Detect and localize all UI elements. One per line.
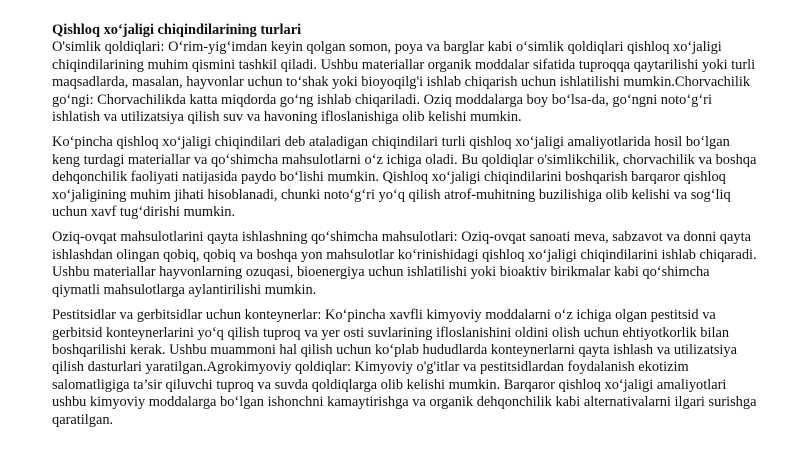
document-body	[52, 22, 760, 437]
document-title: Qishloq xo‘jaligi chiqindilarining turlari	[52, 22, 302, 38]
paragraph-food-processing-byproducts: Oziq-ovqat mahsulotlarini qayta ishlashning qo‘shimcha mahsulotlari: Oziq-ovqat sanoati meva, sabzavot va donni qayta ishlashdan olingan qobiq, qobiq va boshqa yon mahsulotlar ko‘rinishidagi qishloq xo‘jaligi chiqindilarini ishlab chiqaradi. Ushbu materiallar hayvonlarning ozuqasi, bioenergiya uchun ishlatilishi yoki bioaktiv birikmalar kabi qo‘shimcha qiymatli mahsulotlarga aylantirilishi mumkin.	[52, 229, 757, 298]
paragraph-agricultural-waste-overview: Ko‘pincha qishloq xo‘jaligi chiqindilari deb ataladigan chiqindilari turli qishloq xo‘jaligi amaliyotlarida hosil bo‘lgan keng turdagi materiallar va qo‘shimcha mahsulotlarni o‘z ichiga oladi. Bu qoldiqlar o'simlikchilik, chorvachilik va boshqa dehqonchilik faoliyati natijasida paydo bo‘lishi mumkin. Qishloq xo‘jaligi chiqindilarini boshqarish barqaror qishloq xo‘jaligining muhim jihati hisoblanadi, chunki noto‘g‘ri yo‘q qilish atrof-muhitning buzilishiga olib kelishi va sog‘liq uchun xavf tug‘dirishi mumkin.	[52, 134, 757, 221]
paragraph-pesticide-containers: Pestitsidlar va gerbitsidlar uchun konteynerlar: Ko‘pincha xavfli kimyoviy moddalarni o‘z ichiga olgan pestitsid va gerbitsid konteynerlarini yo‘q qilish tuproq va yer osti suvlarining ifloslanishini oldini olish uchun ehtiyotkorlik bilan boshqarilishi kerak. Ushbu muammoni hal qilish uchun ko‘plab hududlarda konteynerlarni qayta ishlash va utilizatsiya qilish dasturlari yaratilgan.Agrokimyoviy qoldiqlar: Kimyoviy o'g'itlar va pestitsidlardan foydalanish ekotizim salomatligiga ta’sir qiluvchi tuproq va suvda qoldiqlarga olib kelishi mumkin. Barqaror qishloq xo‘jaligi amaliyotlari ushbu kimyoviy moddalarga bo‘lgan ishonchni kamaytirishga va organik dehqonchilik kabi alternativalarni ilgari surishga qaratilgan.	[52, 307, 757, 428]
paragraph-plant-residues: O'simlik qoldiqlari: O‘rim-yig‘imdan keyin qolgan somon, poya va barglar kabi o‘simlik qoldiqlari qishloq xo‘jaligi chiqindilarining muhim qismini tashkil qiladi. Ushbu materiallar organik moddalar sifatida tuproqqa qaytarilishi yoki turli maqsadlarda, masalan, hayvonlar uchun to‘shak yoki bioyoqilg'i ishlab chiqarish uchun ishlatilishi mumkin.Chorvachilik go‘ngi: Chorvachilikda katta miqdorda go‘ng ishlab chiqariladi. Oziq moddalarga boy bo‘lsa-da, go‘ngni noto‘g‘ri ishlatish va utilizatsiya qilish suv va havoning ifloslanishiga olib kelishi mumkin.	[52, 39, 756, 126]
